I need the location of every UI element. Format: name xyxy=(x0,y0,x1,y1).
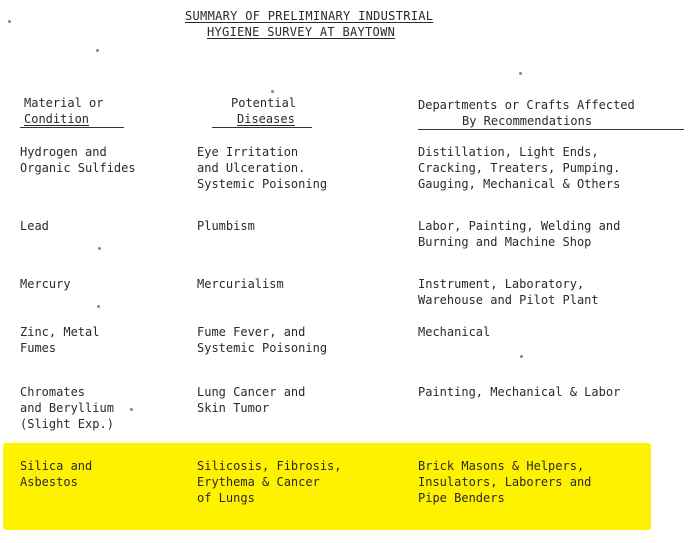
header-diseases-line2: Diseases xyxy=(237,112,295,126)
scan-speck xyxy=(96,49,99,52)
material-cell xyxy=(20,276,71,292)
disease-cell xyxy=(197,144,327,192)
scan-speck xyxy=(519,72,522,75)
material-line: (Slight Exp.) xyxy=(20,417,114,431)
material-line: Asbestos xyxy=(20,475,78,489)
header-diseases xyxy=(231,95,296,127)
department-cell xyxy=(418,458,591,506)
scan-speck xyxy=(97,305,100,308)
material-cell xyxy=(20,144,136,176)
document-subtitle: HYGIENE SURVEY AT BAYTOWN xyxy=(207,25,396,39)
disease-line: Eye Irritation xyxy=(197,145,299,159)
department-line: Mechanical xyxy=(418,325,491,339)
department-line: Pipe Benders xyxy=(418,491,505,505)
disease-cell xyxy=(197,218,255,234)
scan-speck xyxy=(520,355,523,358)
disease-line: of Lungs xyxy=(197,491,255,505)
material-line: Chromates xyxy=(20,385,86,399)
header-material-line2: Condition xyxy=(24,112,90,126)
disease-line: Mercurialism xyxy=(197,277,284,291)
department-line: Warehouse and Pilot Plant xyxy=(418,293,599,307)
material-cell xyxy=(20,384,114,432)
material-line: and Beryllium xyxy=(20,401,114,415)
department-cell xyxy=(418,384,620,400)
scan-speck xyxy=(130,408,133,411)
department-line: Brick Masons & Helpers, xyxy=(418,459,585,473)
document-title: SUMMARY OF PRELIMINARY INDUSTRIAL xyxy=(185,9,434,23)
disease-line: Erythema & Cancer xyxy=(197,475,320,489)
material-cell xyxy=(20,218,49,234)
header-departments-line2: By Recommendations xyxy=(462,114,593,128)
disease-cell xyxy=(197,384,305,416)
header-diseases-rule xyxy=(212,127,312,128)
material-line: Lead xyxy=(20,219,49,233)
header-diseases-line1: Potential xyxy=(231,96,297,110)
scan-speck xyxy=(271,90,274,93)
disease-line: Fume Fever, and xyxy=(197,325,306,339)
department-cell xyxy=(418,276,599,308)
department-line: Distillation, Light Ends, xyxy=(418,145,599,159)
material-line: Zinc, Metal xyxy=(20,325,100,339)
header-material-rule xyxy=(20,127,124,128)
material-line: Mercury xyxy=(20,277,71,291)
department-line: Burning and Machine Shop xyxy=(418,235,592,249)
scan-speck xyxy=(98,247,101,250)
material-line: Fumes xyxy=(20,341,57,355)
disease-line: Lung Cancer and xyxy=(197,385,306,399)
header-material-line1: Material or xyxy=(24,96,104,110)
header-departments-line1: Departments or Crafts Affected xyxy=(418,98,635,112)
material-line: Organic Sulfides xyxy=(20,161,136,175)
disease-cell xyxy=(197,324,327,356)
disease-line: Systemic Poisoning xyxy=(197,177,328,191)
disease-line: and Ulceration. xyxy=(197,161,306,175)
disease-line: Plumbism xyxy=(197,219,255,233)
disease-cell xyxy=(197,458,342,506)
disease-cell xyxy=(197,276,284,292)
department-line: Insulators, Laborers and xyxy=(418,475,592,489)
department-line: Labor, Painting, Welding and xyxy=(418,219,621,233)
header-material xyxy=(24,95,103,127)
material-line: Hydrogen and xyxy=(20,145,107,159)
disease-line: Skin Tumor xyxy=(197,401,270,415)
material-cell xyxy=(20,324,99,356)
department-line: Gauging, Mechanical & Others xyxy=(418,177,621,191)
material-cell xyxy=(20,458,92,490)
department-cell xyxy=(418,324,490,340)
department-line: Instrument, Laboratory, xyxy=(418,277,585,291)
disease-line: Systemic Poisoning xyxy=(197,341,328,355)
department-line: Painting, Mechanical & Labor xyxy=(418,385,621,399)
department-cell xyxy=(418,218,620,250)
department-line: Cracking, Treaters, Pumping. xyxy=(418,161,621,175)
department-cell xyxy=(418,144,620,192)
header-departments-rule xyxy=(418,129,684,130)
header-departments xyxy=(418,97,635,129)
material-line: Silica and xyxy=(20,459,93,473)
disease-line: Silicosis, Fibrosis, xyxy=(197,459,342,473)
scan-speck xyxy=(8,20,11,23)
